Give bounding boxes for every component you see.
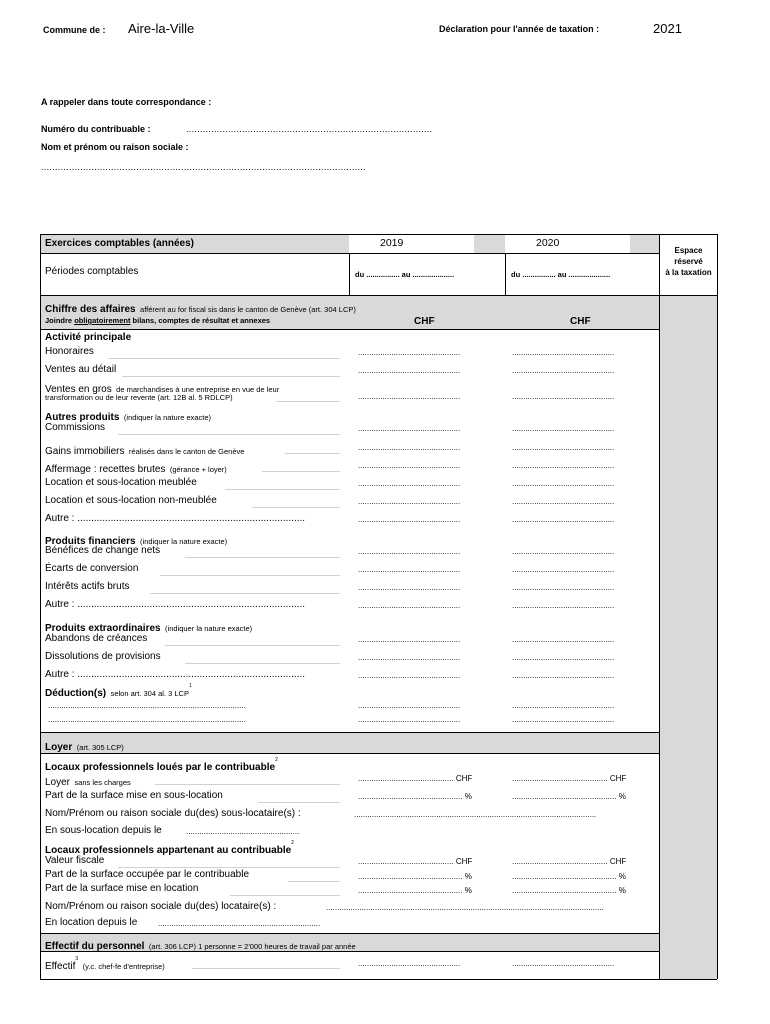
part-occupee-2020[interactable]: ............................................... %: [512, 872, 626, 881]
dissolutions-label: Dissolutions de provisions: [45, 651, 161, 662]
part-location-rule: [230, 895, 340, 896]
part-occupee-2019[interactable]: ............................................... %: [358, 872, 472, 881]
effectif-footnote: 3: [75, 956, 79, 962]
interets-2019[interactable]: ..............................................: [358, 583, 461, 592]
change-2019[interactable]: ..............................................: [358, 547, 461, 556]
ca-title-note: afférent au for fiscal sis dans le canton de Genève (art. 304 LCP): [140, 305, 356, 314]
loyer-section-bottom-border: [40, 933, 659, 934]
loyer-2020[interactable]: ........................................... CHF: [512, 774, 627, 783]
deduction-1-label[interactable]: .........................................................................................: [48, 701, 246, 710]
loyer-row: [45, 772, 131, 790]
exercices-label: Exercices comptables (années): [45, 238, 194, 249]
chf-col-1: CHF: [414, 316, 435, 327]
taxpayer-number-label: Numéro du contribuable :: [41, 124, 151, 134]
sous-location-depuis-label: En sous-location depuis le: [45, 825, 162, 836]
effectif-2019[interactable]: ..............................................: [358, 959, 461, 968]
loyer-heading: [45, 737, 124, 755]
deduction-2-2020[interactable]: ..............................................: [512, 715, 615, 724]
interets-2020[interactable]: ..............................................: [512, 583, 615, 592]
chf-col-2: CHF: [570, 316, 591, 327]
affermage-note: (gérance + loyer): [169, 465, 227, 474]
ca-join-line: [45, 316, 270, 325]
valeur-fiscale-rule: [118, 867, 340, 868]
produits-fin-title: Produits financiers: [45, 536, 136, 547]
part-location-2019[interactable]: ............................................... %: [358, 886, 472, 895]
reserved-label-2: réservé: [674, 257, 703, 266]
table-right-border: [717, 234, 718, 979]
period-field-1[interactable]: du ................ au ....................: [355, 270, 455, 279]
period-sep-1: [349, 253, 350, 295]
change-label: Bénéfices de change nets: [45, 545, 161, 556]
year1-value[interactable]: 2019: [380, 237, 404, 249]
autres-produits-note: (indiquer la nature exacte): [123, 413, 212, 422]
effectif-label: Effectif: [45, 961, 76, 972]
year2-cell-bg: [505, 234, 630, 253]
ventes-gros-note-2: transformation ou de leur revente (art. 12B al. 5 RDLCP): [45, 393, 233, 402]
table-inner-right-border: [659, 234, 660, 979]
loyer-header-bottom-border: [40, 753, 659, 754]
ventes-detail-2019[interactable]: ..............................................: [358, 366, 461, 375]
interets-rule: [150, 593, 340, 594]
nom-sous-locataires-label: Nom/Prénom ou raison sociale du(des) sous-locataire(s) :: [45, 808, 301, 819]
nom-sous-locataires-field[interactable]: .............................................................................................................: [354, 810, 597, 819]
part-occupee-label: Part de la surface occupée par le contribuable: [45, 869, 250, 880]
ecarts-2019[interactable]: ..............................................: [358, 565, 461, 574]
join-underlined: obligatoirement: [74, 316, 131, 325]
abandons-rule: [165, 645, 340, 646]
year2-value[interactable]: 2020: [536, 237, 560, 249]
autre-3-2019[interactable]: ..............................................: [358, 671, 461, 680]
autre-1-2019[interactable]: ..............................................: [358, 515, 461, 524]
abandons-label: Abandons de créances: [45, 633, 148, 644]
effectif-heading: [45, 936, 356, 954]
change-2020[interactable]: ..............................................: [512, 547, 615, 556]
gains-label: Gains immobiliers: [45, 446, 125, 457]
honoraires-rule: [108, 358, 340, 359]
deduction-1-2020[interactable]: ..............................................: [512, 701, 615, 710]
produits-extra-title: Produits extraordinaires: [45, 623, 161, 634]
loc-meublee-2019[interactable]: ..............................................: [358, 479, 461, 488]
affermage-line: [45, 459, 227, 477]
deduction-1-2019[interactable]: ..............................................: [358, 701, 461, 710]
dissolutions-rule: [185, 663, 340, 664]
gains-note: réalisés dans le canton de Genève: [128, 447, 245, 456]
loc-meublee-rule: [225, 489, 340, 490]
effectif-note: (y.c. chef-fe d'entreprise): [82, 962, 165, 971]
declaration-year[interactable]: 2021: [653, 21, 682, 36]
produits-extra-note: (indiquer la nature exacte): [165, 624, 253, 633]
part-sous-location-2020[interactable]: ............................................... %: [512, 792, 626, 801]
ca-header-bottom-border: [40, 329, 659, 330]
table-top-border: [40, 234, 717, 235]
deduction-2-label[interactable]: .........................................................................................: [48, 715, 246, 724]
deductions-title: Déduction(s): [45, 688, 107, 699]
produits-fin-note: (indiquer la nature exacte): [140, 537, 228, 546]
autre-1-label[interactable]: Autre : ..................................................................................: [45, 513, 306, 524]
exercices-bottom-border: [40, 253, 659, 254]
loyer-title: Loyer: [45, 742, 73, 753]
reserved-column-bg: [660, 296, 717, 979]
deductions-note: selon art. 304 al. 3 LCP: [110, 689, 189, 698]
ventes-detail-label: Ventes au détail: [45, 364, 117, 375]
autre-3-label[interactable]: Autre : ..................................................................................: [45, 669, 306, 680]
name-field[interactable]: ....................................................................................................................: [41, 162, 366, 172]
ca-section-bottom-border: [40, 732, 659, 733]
part-occupee-rule: [288, 881, 340, 882]
affermage-rule: [262, 471, 340, 472]
deduction-2-2019[interactable]: ..............................................: [358, 715, 461, 724]
loc-non-meublee-label: Location et sous-location non-meublée: [45, 495, 217, 506]
ventes-gros-note-1: de marchandises à une entreprise en vue de leur: [116, 385, 280, 394]
abandons-2020[interactable]: ..............................................: [512, 635, 615, 644]
affermage-2020[interactable]: ..............................................: [512, 461, 615, 470]
ventes-detail-rule: [122, 376, 340, 377]
sous-location-depuis-field[interactable]: ...................................................: [186, 827, 300, 836]
part-sous-location-rule: [258, 802, 340, 803]
honoraires-2020[interactable]: ..............................................: [512, 348, 615, 357]
effectif-title-note: (art. 306 LCP) 1 personne = 2'000 heures de travail par année: [148, 942, 356, 951]
reserved-label-3: à la taxation: [665, 268, 712, 277]
locaux-loues-title: Locaux professionnels loués par le contribuable: [45, 762, 276, 773]
ventes-gros-label: Ventes en gros: [45, 384, 112, 395]
effectif-rule: [192, 968, 340, 969]
taxpayer-number-field[interactable]: ........................................................................................: [186, 124, 433, 134]
autre-2-2020[interactable]: ..............................................: [512, 601, 615, 610]
ca-title-line: [45, 299, 356, 317]
ventes-gros-2020[interactable]: ..............................................: [512, 392, 615, 401]
affermage-2019[interactable]: ..............................................: [358, 461, 461, 470]
ventes-gros-2019[interactable]: ..............................................: [358, 392, 461, 401]
part-location-2020[interactable]: ............................................... %: [512, 886, 626, 895]
locaux-appartenant-footnote: 2: [291, 840, 294, 846]
honoraires-label: Honoraires: [45, 346, 94, 357]
autres-produits-title: Autres produits: [45, 412, 120, 423]
location-depuis-field[interactable]: .........................................................................: [158, 919, 321, 928]
ecarts-label: Écarts de conversion: [45, 563, 139, 574]
effectif-row: [45, 956, 165, 974]
change-rule: [185, 557, 340, 558]
ventes-gros-rule: [276, 401, 340, 402]
effectif-title: Effectif du personnel: [45, 941, 145, 952]
part-location-label: Part de la surface mise en location: [45, 883, 199, 894]
nom-locataires-field[interactable]: .............................................................................................................................: [326, 903, 604, 912]
recall-title: A rappeler dans toute correspondance :: [41, 97, 212, 107]
loc-non-meublee-2019[interactable]: ..............................................: [358, 497, 461, 506]
autre-2-label[interactable]: Autre : ..................................................................................: [45, 599, 306, 610]
reserved-label-1: Espace: [674, 246, 703, 255]
ecarts-rule: [160, 575, 340, 576]
honoraires-2019[interactable]: ..............................................: [358, 348, 461, 357]
commissions-rule: [118, 434, 340, 435]
table-bottom-border: [40, 979, 717, 980]
join-prefix: Joindre: [45, 316, 75, 325]
gains-2020[interactable]: ..............................................: [512, 443, 615, 452]
autre-2-2019[interactable]: ..............................................: [358, 601, 461, 610]
name-label: Nom et prénom ou raison sociale :: [41, 142, 189, 152]
loc-non-meublee-rule: [252, 507, 340, 508]
ecarts-2020[interactable]: ..............................................: [512, 565, 615, 574]
period-field-2[interactable]: du ................ au ....................: [511, 270, 611, 279]
loyer-label: Loyer: [45, 777, 71, 788]
deductions-footnote: 1: [188, 683, 192, 689]
loc-meublee-label: Location et sous-location meublée: [45, 477, 197, 488]
valeur-fiscale-2020[interactable]: ........................................... CHF: [512, 857, 627, 866]
autre-1-2020[interactable]: ..............................................: [512, 515, 615, 524]
periodes-label: Périodes comptables: [45, 266, 139, 277]
dissolutions-2020[interactable]: ..............................................: [512, 653, 615, 662]
locaux-loues-footnote: 2: [275, 757, 278, 763]
loc-meublee-2020[interactable]: ..............................................: [512, 479, 615, 488]
dissolutions-2019[interactable]: ..............................................: [358, 653, 461, 662]
commissions-2020[interactable]: ..............................................: [512, 424, 615, 433]
nom-locataires-label: Nom/Prénom ou raison sociale du(des) locataire(s) :: [45, 901, 277, 912]
loyer-note: sans les charges: [74, 778, 131, 787]
commissions-2019[interactable]: ..............................................: [358, 424, 461, 433]
gains-2019[interactable]: ..............................................: [358, 443, 461, 452]
valeur-fiscale-2019[interactable]: ........................................... CHF: [358, 857, 473, 866]
interets-label: Intérêts actifs bruts: [45, 581, 130, 592]
loyer-rule: [155, 784, 340, 785]
part-sous-location-label: Part de la surface mise en sous-location: [45, 790, 223, 801]
gains-line: [45, 441, 244, 459]
affermage-label: Affermage : recettes brutes: [45, 464, 166, 475]
activite-heading: Activité principale: [45, 332, 132, 343]
join-suffix: bilans, comptes de résultat et annexes: [130, 316, 271, 325]
part-sous-location-2019[interactable]: ............................................... %: [358, 792, 472, 801]
location-depuis-label: En location depuis le: [45, 917, 138, 928]
autre-3-2020[interactable]: ..............................................: [512, 671, 615, 680]
table-left-border: [40, 234, 41, 979]
declaration-label: Déclaration pour l'année de taxation :: [439, 24, 600, 34]
periods-bottom-border: [40, 295, 717, 296]
deductions-heading: [45, 683, 192, 701]
period-sep-2: [505, 253, 506, 295]
loyer-title-note: (art. 305 LCP): [76, 743, 124, 752]
loc-non-meublee-2020[interactable]: ..............................................: [512, 497, 615, 506]
effectif-2020[interactable]: ..............................................: [512, 959, 615, 968]
valeur-fiscale-label: Valeur fiscale: [45, 855, 105, 866]
year1-cell-bg: [349, 234, 474, 253]
commune-label: Commune de :: [43, 25, 106, 35]
loyer-header-bg: [40, 733, 659, 753]
loyer-2019[interactable]: ........................................... CHF: [358, 774, 473, 783]
abandons-2019[interactable]: ..............................................: [358, 635, 461, 644]
locaux-appartenant-title: Locaux professionnels appartenant au contribuable: [45, 845, 292, 856]
ventes-detail-2020[interactable]: ..............................................: [512, 366, 615, 375]
gains-rule: [285, 453, 340, 454]
commissions-label: Commissions: [45, 422, 106, 433]
ca-title: Chiffre des affaires: [45, 304, 136, 315]
commune-value[interactable]: Aire-la-Ville: [128, 21, 195, 36]
